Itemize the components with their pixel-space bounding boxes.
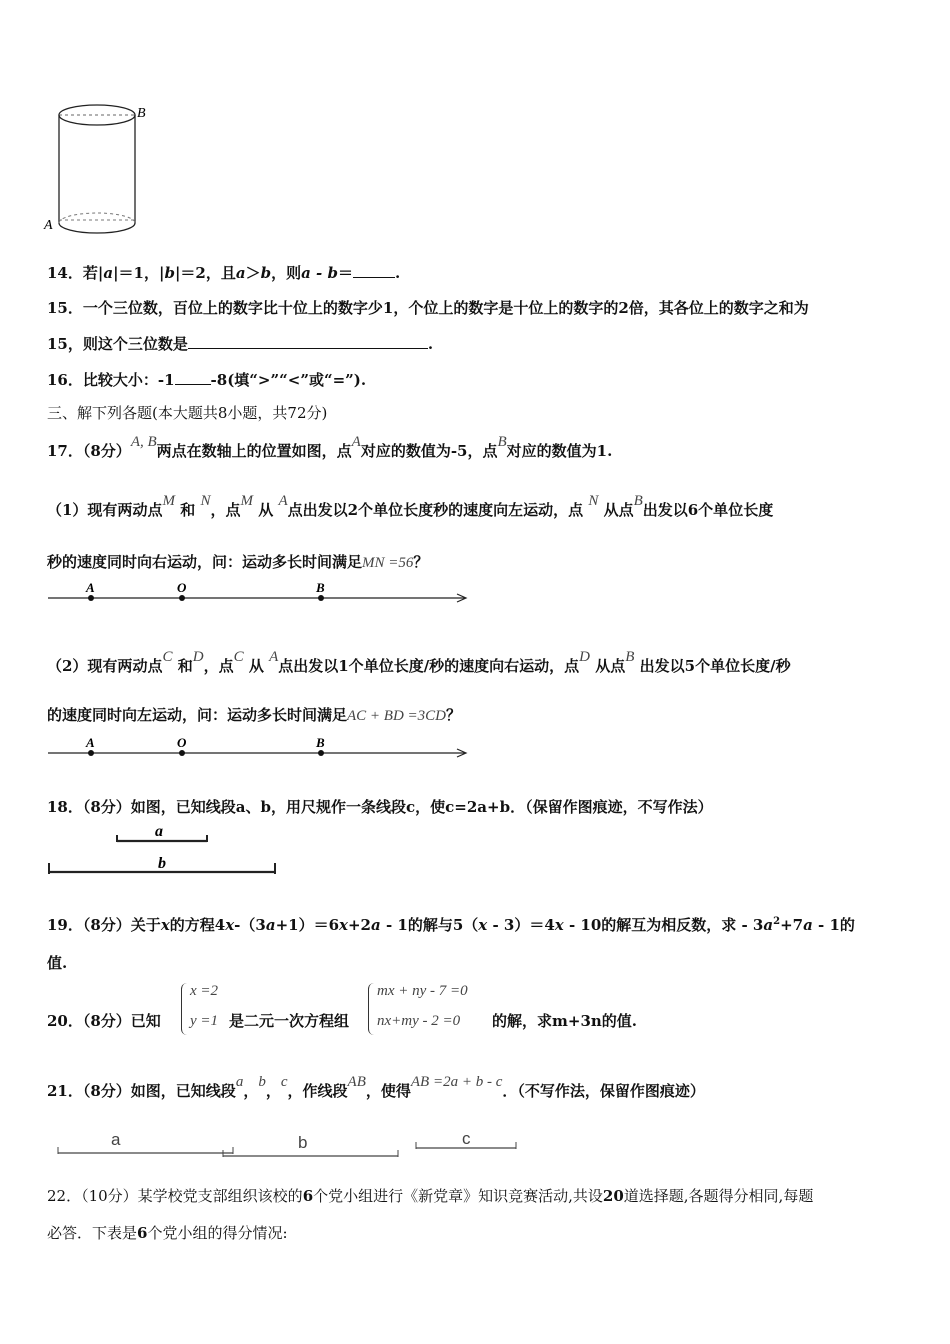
label-a: a <box>155 823 163 840</box>
point-o <box>179 750 185 756</box>
answer-blank[interactable] <box>175 370 211 385</box>
cylinder-label-b: B <box>137 106 146 121</box>
label-b: B <box>316 580 325 595</box>
answer-blank[interactable] <box>188 334 428 349</box>
question-22-line2: 必答．下表是6个党小组的得分情况: <box>47 1224 288 1242</box>
label-o: O <box>177 580 187 595</box>
cylinder-figure <box>40 95 160 240</box>
question-19-line2: 值. <box>47 954 68 972</box>
label-c: c <box>462 1129 471 1148</box>
question-16: 16．比较大小：-1 -8(填“>”“<”或“=”). <box>47 371 367 389</box>
system-2-eq2: nx+my - 2 =0 <box>377 1013 461 1029</box>
question-17-part2-line1: （2）现有两动点C 和D，点C 从 A点出发以1个单位长度/秒的速度向右运动，点D 从点B 出发以5个单位长度/秒 <box>47 649 791 675</box>
label-b: B <box>316 735 325 750</box>
label-a: a <box>111 1130 121 1149</box>
label-b: b <box>158 855 166 872</box>
segments-a-b <box>45 822 285 882</box>
point-o <box>179 595 185 601</box>
question-15-line1: 15．一个三位数，百位上的数字比十位上的数字少1，个位上的数字是十位上的数字的2倍，其各位上的数字之和为 <box>47 299 809 317</box>
question-18: 18．（8分）如图，已知线段a、b，用尺规作一条线段c，使c=2a+b．（保留作图痕迹，不写作法） <box>47 798 713 816</box>
number-line-1 <box>45 576 475 610</box>
point-b <box>318 750 324 756</box>
question-20-end: 的解，求m+3n的值. <box>492 1012 638 1030</box>
segments-a-b-c <box>55 1126 525 1162</box>
label-a: A <box>86 735 95 750</box>
question-17: 17．（8分）A, B两点在数轴上的位置如图，点A对应的数值为-5，点B对应的数值为1. <box>47 434 613 460</box>
question-15-line2: 15，则这个三位数是 . <box>47 335 434 353</box>
point-a <box>88 595 94 601</box>
section-title: 三、解下列各题(本大题共8小题，共72分) <box>47 404 328 422</box>
point-a <box>88 750 94 756</box>
label-b: b <box>298 1133 308 1152</box>
brace-2 <box>368 983 375 1035</box>
question-20-mid: 是二元一次方程组 <box>229 1012 350 1030</box>
cylinder-bottom-front <box>59 223 135 233</box>
system-2-eq1: mx + ny - 7 =0 <box>377 983 468 999</box>
question-17-part2-line2: 的速度同时向左运动，问：运动多长时间满足AC + BD =3CD？ <box>47 706 462 724</box>
label-a: A <box>86 580 95 595</box>
cylinder-label-a: A <box>44 218 53 233</box>
question-19-line1: 19．（8分）关于x的方程4x-（3a+1）＝6x+2a - 1的解与5（x - 3）＝4x - 10的解互为相反数，求 - $3a^2+7a - 1$的 <box>47 916 855 934</box>
question-17-part1-line2: 秒的速度同时向右运动，问：运动多长时间满足MN =56？ <box>47 553 429 571</box>
cylinder-bottom-back <box>59 213 135 223</box>
label-o: O <box>177 735 187 750</box>
brace-1 <box>181 983 188 1035</box>
number-line-2 <box>45 731 475 765</box>
question-14: 14．若|a|＝1，|b|＝2，且a＞b，则a - b＝ . <box>47 264 401 282</box>
answer-blank[interactable] <box>353 263 395 278</box>
question-21: 21．（8分）如图，已知线段a，b，c，作线段AB，使得AB =2a + b - c．（不写作法，保留作图痕迹） <box>47 1074 705 1100</box>
question-17-part1-line1: （1）现有两动点M 和 N，点M 从 A点出发以2个单位长度秒的速度向左运动，点 N 从点B出发以6个单位长度 <box>47 493 774 519</box>
system-1-eq1: x =2 <box>190 983 219 999</box>
question-22-line1: 22．（10分）某学校党支部组织该校的6个党小组进行《新党章》知识竞赛活动,共设20道选择题,各题得分相同,每题 <box>47 1187 814 1205</box>
question-20-label: 20．（8分）已知 <box>47 1012 161 1030</box>
point-b <box>318 595 324 601</box>
system-1-eq2: y =1 <box>190 1013 219 1029</box>
